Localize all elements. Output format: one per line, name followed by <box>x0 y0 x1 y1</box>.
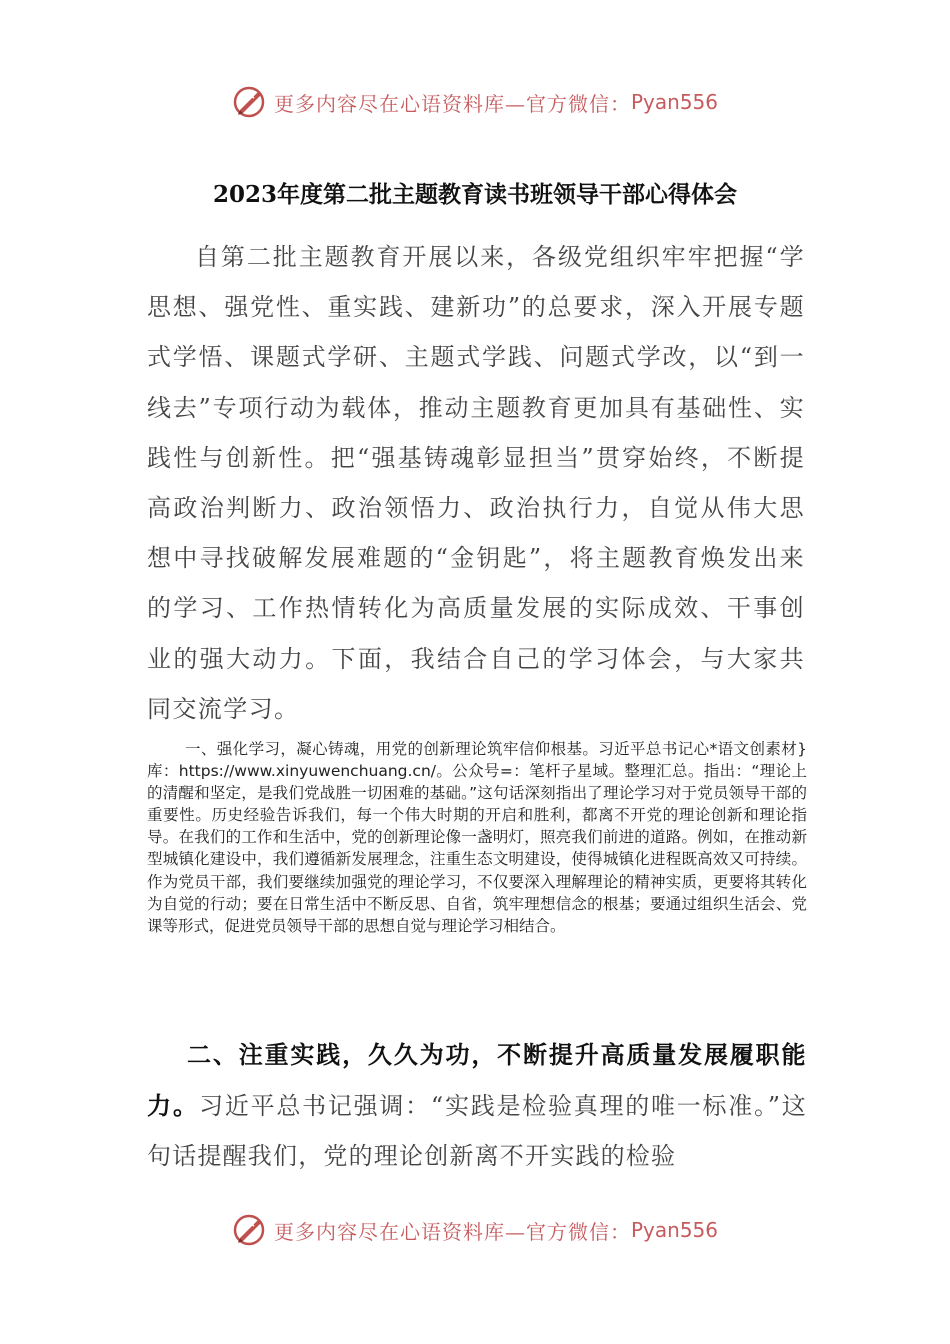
banner-text: 更多内容尽在心语资料库—官方微信： <box>273 1219 631 1244</box>
banner-wechat-id: Pyan556 <box>630 1218 718 1242</box>
section-2-heading: 二、注重实践，久久为功，不断提升高质量发展履职能力。 <box>147 1040 807 1120</box>
pen-logo-icon <box>232 1212 268 1248</box>
banner-wechat-id: Pyan556 <box>630 90 718 114</box>
lead-paragraph: 自第二批主题教育开展以来，各级党组织牢牢把握“学思想、强党性、重实践、建新功”的总要求，深入开展专题式学悟、课题式学研、主题式学践、问题式学改，以“到一线去”专项行动为载体，推动主题教育更加具有基础性、实践性与创新性。把“强基铸魂彰显担当”贯穿始终，不断提高政治判断力、政治领悟力、政治执行力，自觉从伟大思想中寻找破解发展难题的“金钥匙”，将主题教育焕发出来的学习、工作热情转化为高质量发展的实际成效、干事创业的强大动力。下面，我结合自己的学习体会，与大家共同交流学习。 <box>147 243 805 723</box>
section-1-paragraph: 一、强化学习，凝心铸魂，用党的创新理论筑牢信仰根基。习近平总书记心*语文创素材}库：https://www.xinyuwenchuang.cn/。公众号=：笔杆子星域。整理汇总。指出：“理论上的清醒和坚定，是我们党战胜一切困难的基础。”这句话深刻指出了理论学习对于党员领导干部的重要性。历史经验告诉我们，每一个伟大时期的开启和胜利，都离不开党的理论创新和理论指导。在我们的工作和生活中，党的创新理论像一盏明灯，照亮我们前进的道路。例如，在推动新型城镇化建设中，我们遵循新发展理念，注重生态文明建设，使得城镇化进程既高效又可持续。作为党员干部，我们要继续加强党的理论学习，不仅要深入理解理论的精神实质，更要将其转化为自觉的行动；要在日常生活中不断反思、自省，筑牢理想信念的根基；要通过组织生活会、党课等形式，促进党员领导干部的思想自觉与理论学习相结合。 <box>147 740 807 935</box>
banner-text: 更多内容尽在心语资料库—官方微信： <box>273 91 631 116</box>
section-2-paragraph <box>147 1030 807 1182</box>
footer-banner <box>0 1210 950 1250</box>
section-2-body: 习近平总书记强调：“实践是检验真理的唯一标准。”这句话提醒我们，党的理论创新离不开实践的检验 <box>147 1091 808 1170</box>
document-title: 2023年度第二批主题教育读书班领导干部心得体会 <box>212 181 737 208</box>
pen-logo-icon <box>232 84 268 120</box>
header-banner <box>0 82 950 122</box>
